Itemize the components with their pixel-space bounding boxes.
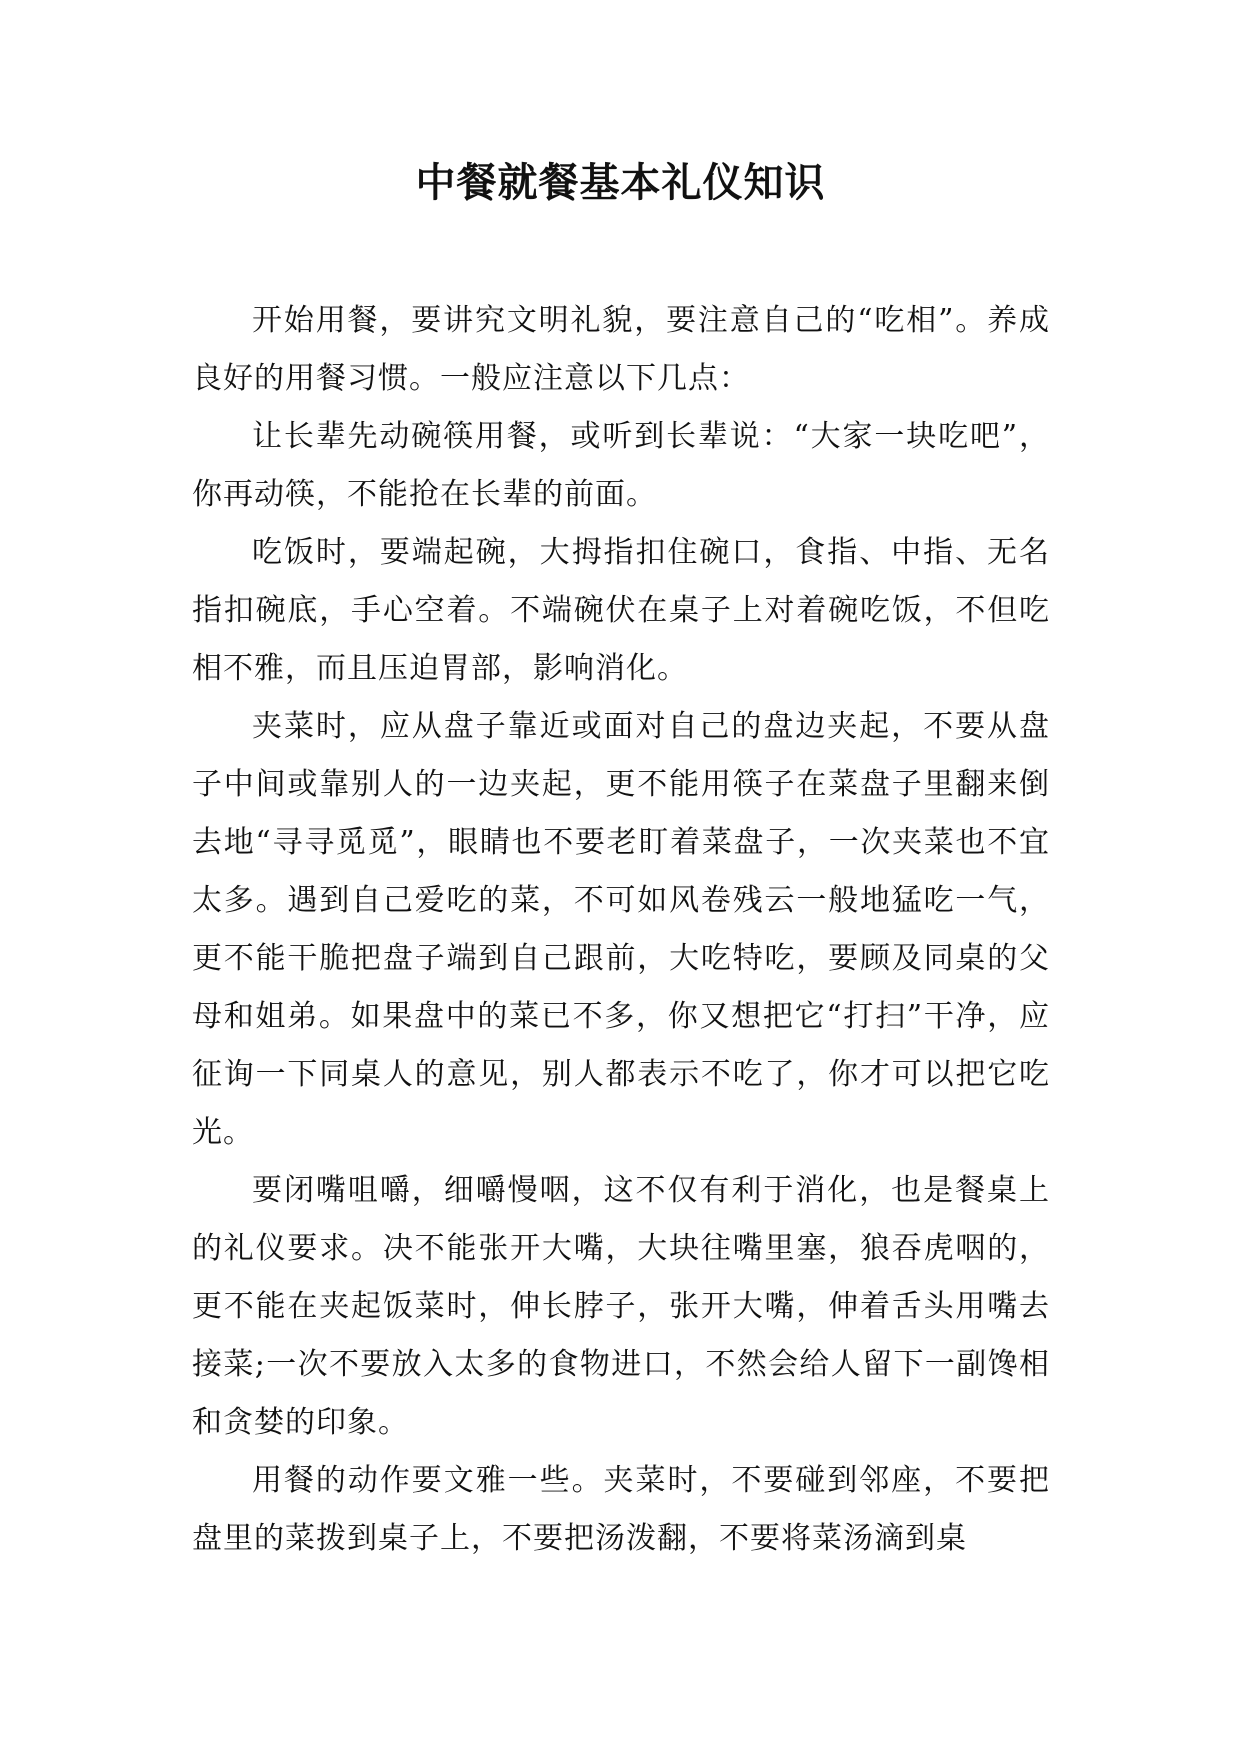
paragraph-chewing: 要闭嘴咀嚼，细嚼慢咽，这不仅有利于消化，也是餐桌上的礼仪要求。决不能张开大嘴，大块往嘴里塞，狼吞虎咽的，更不能在夹起饭菜时，伸长脖子，张开大嘴，伸着舌头用嘴去接菜;一次不要放入太多的食物进口，不然会给人留下一副馋相和贪婪的印象。 bbox=[192, 1173, 1050, 1440]
paragraph-elders-first: 让长辈先动碗筷用餐，或听到长辈说：“大家一块吃吧”，你再动筷，不能抢在长辈的前面。 bbox=[192, 419, 1050, 512]
paragraph-intro: 开始用餐，要讲究文明礼貌，要注意自己的“吃相”。养成良好的用餐习惯。一般应注意以下几点： bbox=[192, 303, 1050, 396]
document-body bbox=[192, 292, 1050, 1568]
document-title: 中餐就餐基本礼仪知识 bbox=[415, 160, 826, 206]
paragraph-picking-dishes: 夹菜时，应从盘子靠近或面对自己的盘边夹起，不要从盘子中间或靠别人的一边夹起，更不能用筷子在菜盘子里翻来倒去地“寻寻觅觅”，眼睛也不要老盯着菜盘子，一次夹菜也不宜太多。遇到自己爱吃的菜，不可如风卷残云一般地猛吃一气，更不能干脆把盘子端到自己跟前，大吃特吃，要顾及同桌的父母和姐弟。如果盘中的菜已不多，你又想把它“打扫”干净，应征询一下同桌人的意见，别人都表示不吃了，你才可以把它吃光。 bbox=[192, 709, 1050, 1150]
paragraph-elegant-movements: 用餐的动作要文雅一些。夹菜时，不要碰到邻座，不要把盘里的菜拨到桌子上，不要把汤泼翻，不要将菜汤滴到桌 bbox=[192, 1463, 1050, 1556]
paragraph-holding-bowl: 吃饭时，要端起碗，大拇指扣住碗口，食指、中指、无名指扣碗底，手心空着。不端碗伏在桌子上对着碗吃饭，不但吃相不雅，而且压迫胃部，影响消化。 bbox=[192, 535, 1050, 686]
